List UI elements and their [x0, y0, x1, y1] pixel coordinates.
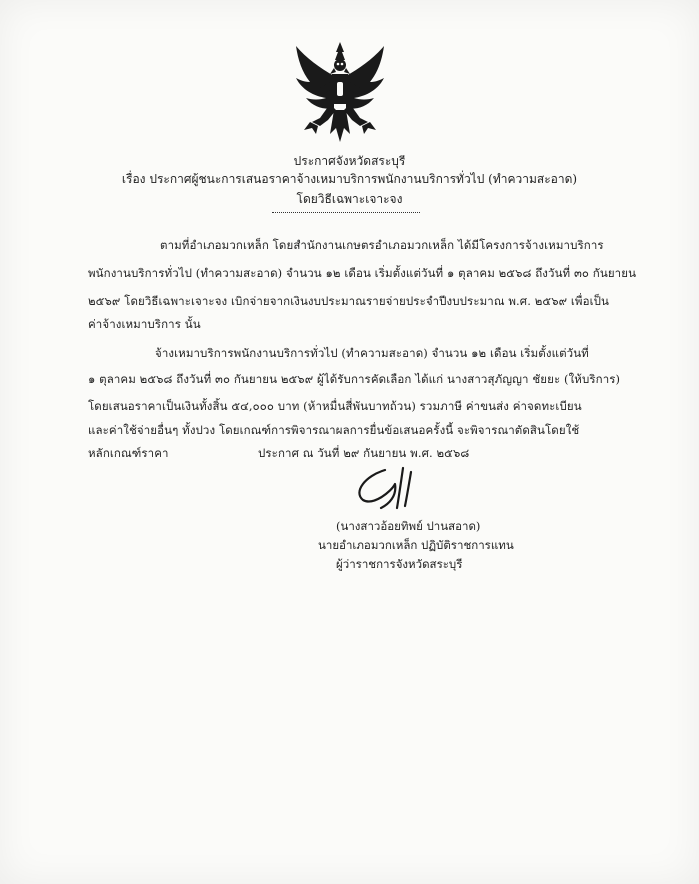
paragraph1-line4: ค่าจ้างเหมาบริการ นั้น	[88, 317, 201, 331]
paragraph2-line5: หลักเกณฑ์ราคา	[88, 446, 169, 460]
paragraph2-line2: ๑ ตุลาคม ๒๕๖๘ ถึงวันที่ ๓๐ กันยายน ๒๕๖๙ ผู้ได้รับการคัดเลือก ได้แก่ นางสาวสุภัญญา ชัยยะ (ให้บริการ)	[88, 372, 621, 386]
signatory-position-1: นายอำเภอมวกเหล็ก ปฏิบัติราชการแทน	[318, 538, 514, 552]
paragraph1-line3: ๒๕๖๙ โดยวิธีเฉพาะเจาะจง เบิกจ่ายจากเงินงบประมาณรายจ่ายประจำปีงบประมาณ พ.ศ. ๒๕๖๙ เพื่อเป็น	[88, 294, 609, 308]
method-title: โดยวิธีเฉพาะเจาะจง	[296, 192, 403, 206]
garuda-emblem-icon	[290, 38, 390, 148]
paragraph1-line2: พนักงานบริการทั่วไป (ทำความสะอาด) จำนวน ๑๒ เดือน เริ่มตั้งแต่วันที่ ๑ ตุลาคม ๒๕๖๘ ถึงวันที่ ๓๐ กันยายน	[88, 266, 637, 280]
signatory-position-2: ผู้ว่าราชการจังหวัดสระบุรี	[336, 557, 463, 571]
subject-title: เรื่อง ประกาศผู้ชนะการเสนอราคาจ้างเหมาบริการพนักงานบริการทั่วไป (ทำความสะอาด)	[121, 172, 578, 186]
issuer-title: ประกาศจังหวัดสระบุรี	[293, 154, 406, 168]
paragraph2-line4: และค่าใช้จ่ายอื่นๆ ทั้งปวง โดยเกณฑ์การพิจารณาผลการยื่นข้อเสนอครั้งนี้ จะพิจารณาตัดสินโดยใช้	[88, 423, 580, 437]
header-divider	[272, 212, 420, 213]
paragraph1-line1: ตามที่อำเภอมวกเหล็ก โดยสำนักงานเกษตรอำเภอมวกเหล็ก ได้มีโครงการจ้างเหมาบริการ	[160, 238, 604, 252]
signatory-name: (นางสาวอ้อยทิพย์ ปานสอาด)	[336, 519, 481, 533]
announcement-date: ประกาศ ณ วันที่ ๒๙ กันยายน พ.ศ. ๒๕๖๘	[258, 446, 470, 460]
paragraph2-line3: โดยเสนอราคาเป็นเงินทั้งสิ้น ๕๔,๐๐๐ บาท (ห้าหมื่นสี่พันบาทถ้วน) รวมภาษี ค่าขนส่ง ค่าจดทะเบียน	[88, 399, 582, 413]
handwritten-signature-icon	[345, 462, 435, 512]
paragraph2-line1: จ้างเหมาบริการพนักงานบริการทั่วไป (ทำความสะอาด) จำนวน ๑๒ เดือน เริ่มตั้งแต่วันที่	[155, 346, 589, 360]
